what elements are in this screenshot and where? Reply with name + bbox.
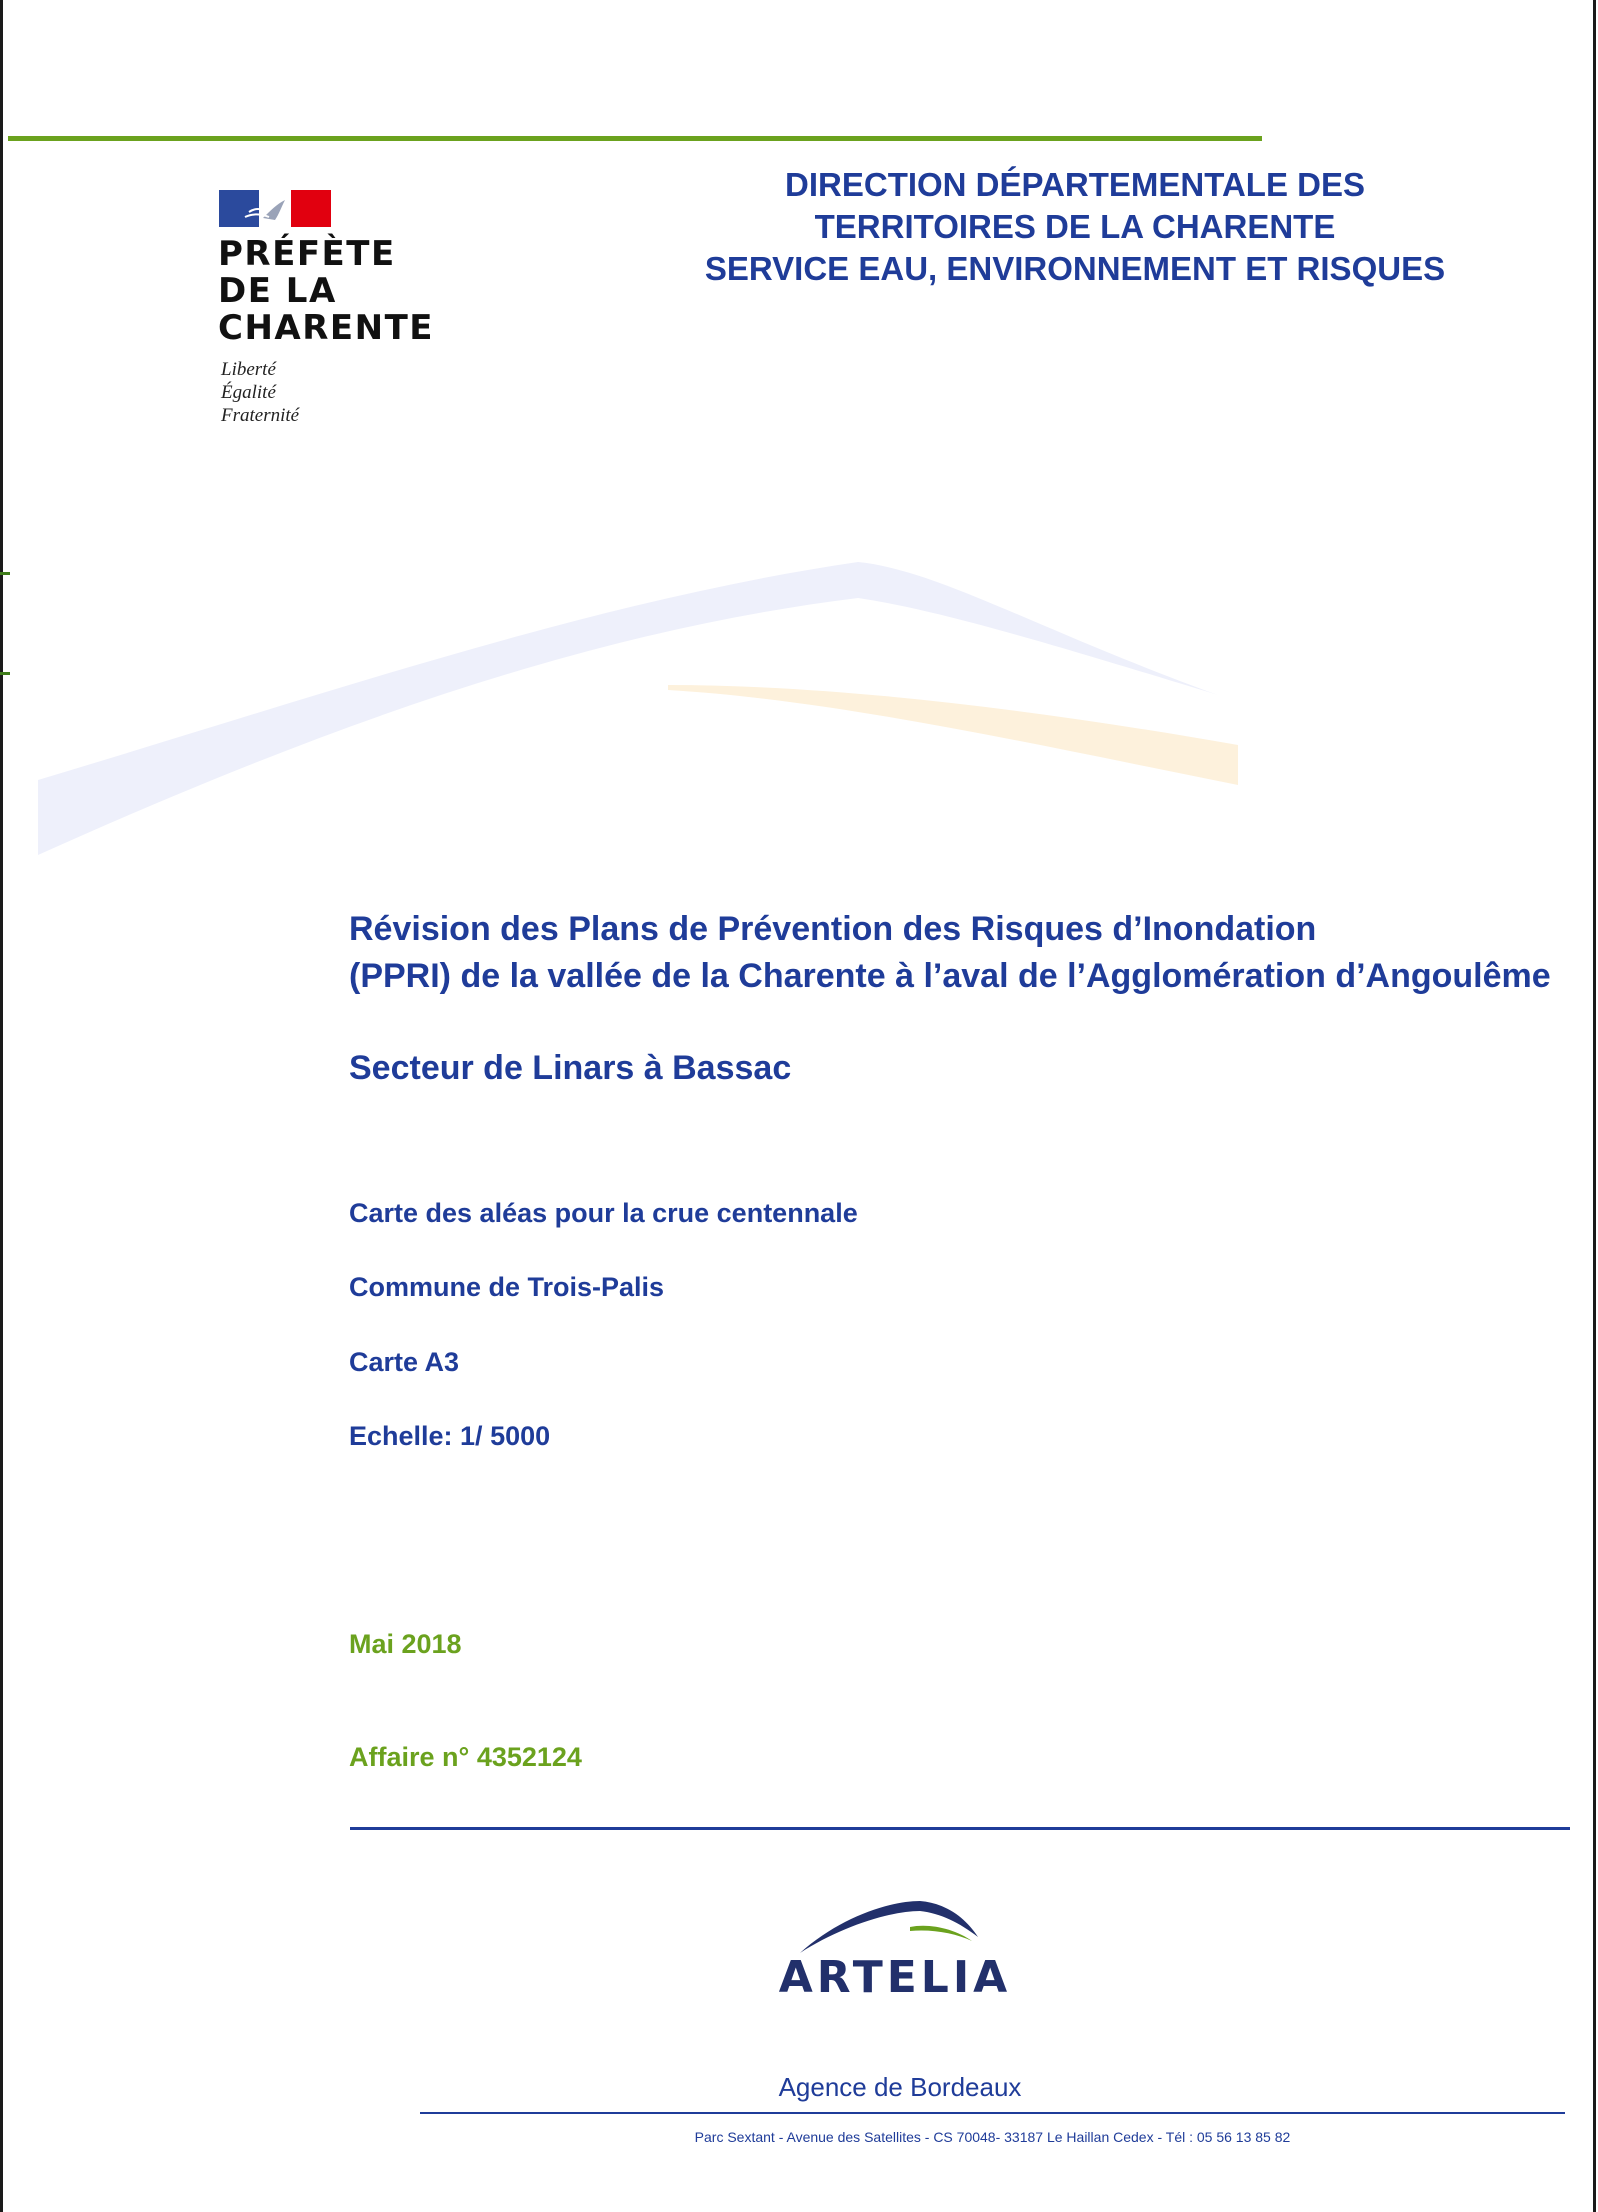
- decorative-swoosh: [38, 550, 1258, 860]
- prefecture-line-2: DE LA: [218, 271, 337, 311]
- document-date: Mai 2018: [349, 1629, 462, 1659]
- footer-divider: [420, 2112, 1565, 2114]
- prefecture-line-1: PRÉFÈTE: [218, 234, 396, 274]
- section-divider: [350, 1827, 1570, 1830]
- motto-line-2: Égalité: [221, 382, 276, 403]
- side-tick-lower: [0, 672, 10, 675]
- header-line-3: SERVICE EAU, ENVIRONNEMENT ET RISQUES: [704, 250, 1446, 287]
- map-scale: Echelle: 1/ 5000: [349, 1421, 551, 1451]
- document-title: [349, 906, 1551, 1000]
- map-id: Carte A3: [349, 1347, 460, 1377]
- artelia-wordmark: ARTELIA: [778, 1952, 1012, 2003]
- case-number: Affaire n° 4352124: [349, 1742, 582, 1772]
- commune-name: Commune de Trois-Palis: [349, 1272, 665, 1302]
- header-line-1: DIRECTION DÉPARTEMENTALE DES: [785, 166, 1365, 203]
- prefecture-line-3: CHARENTE: [218, 308, 434, 348]
- marianne-logo-icon: [219, 190, 331, 227]
- header-line-2: TERRITOIRES DE LA CHARENTE: [814, 208, 1336, 245]
- republic-motto: [221, 358, 299, 427]
- agency-address: Parc Sextant - Avenue des Satellites - CS 70048- 33187 Le Haillan Cedex - Tél : 05 56 13 85 82: [694, 2129, 1291, 2145]
- prefecture-name: [218, 236, 434, 347]
- sector-title: Secteur de Linars à Bassac: [349, 1049, 792, 1087]
- title-line-2: (PPRI) de la vallée de la Charente à l’aval de l’Agglomération d’Angoulême: [349, 957, 1551, 995]
- map-type: Carte des aléas pour la crue centennale: [349, 1198, 858, 1228]
- agency-name: Agence de Bordeaux: [778, 2072, 1022, 2102]
- title-line-1: Révision des Plans de Prévention des Risques d’Inondation: [349, 910, 1317, 948]
- motto-line-1: Liberté: [221, 359, 276, 380]
- top-green-rule: [8, 136, 1262, 141]
- side-tick-upper: [0, 572, 10, 575]
- motto-line-3: Fraternité: [221, 405, 300, 426]
- ddt-header: [690, 164, 1460, 290]
